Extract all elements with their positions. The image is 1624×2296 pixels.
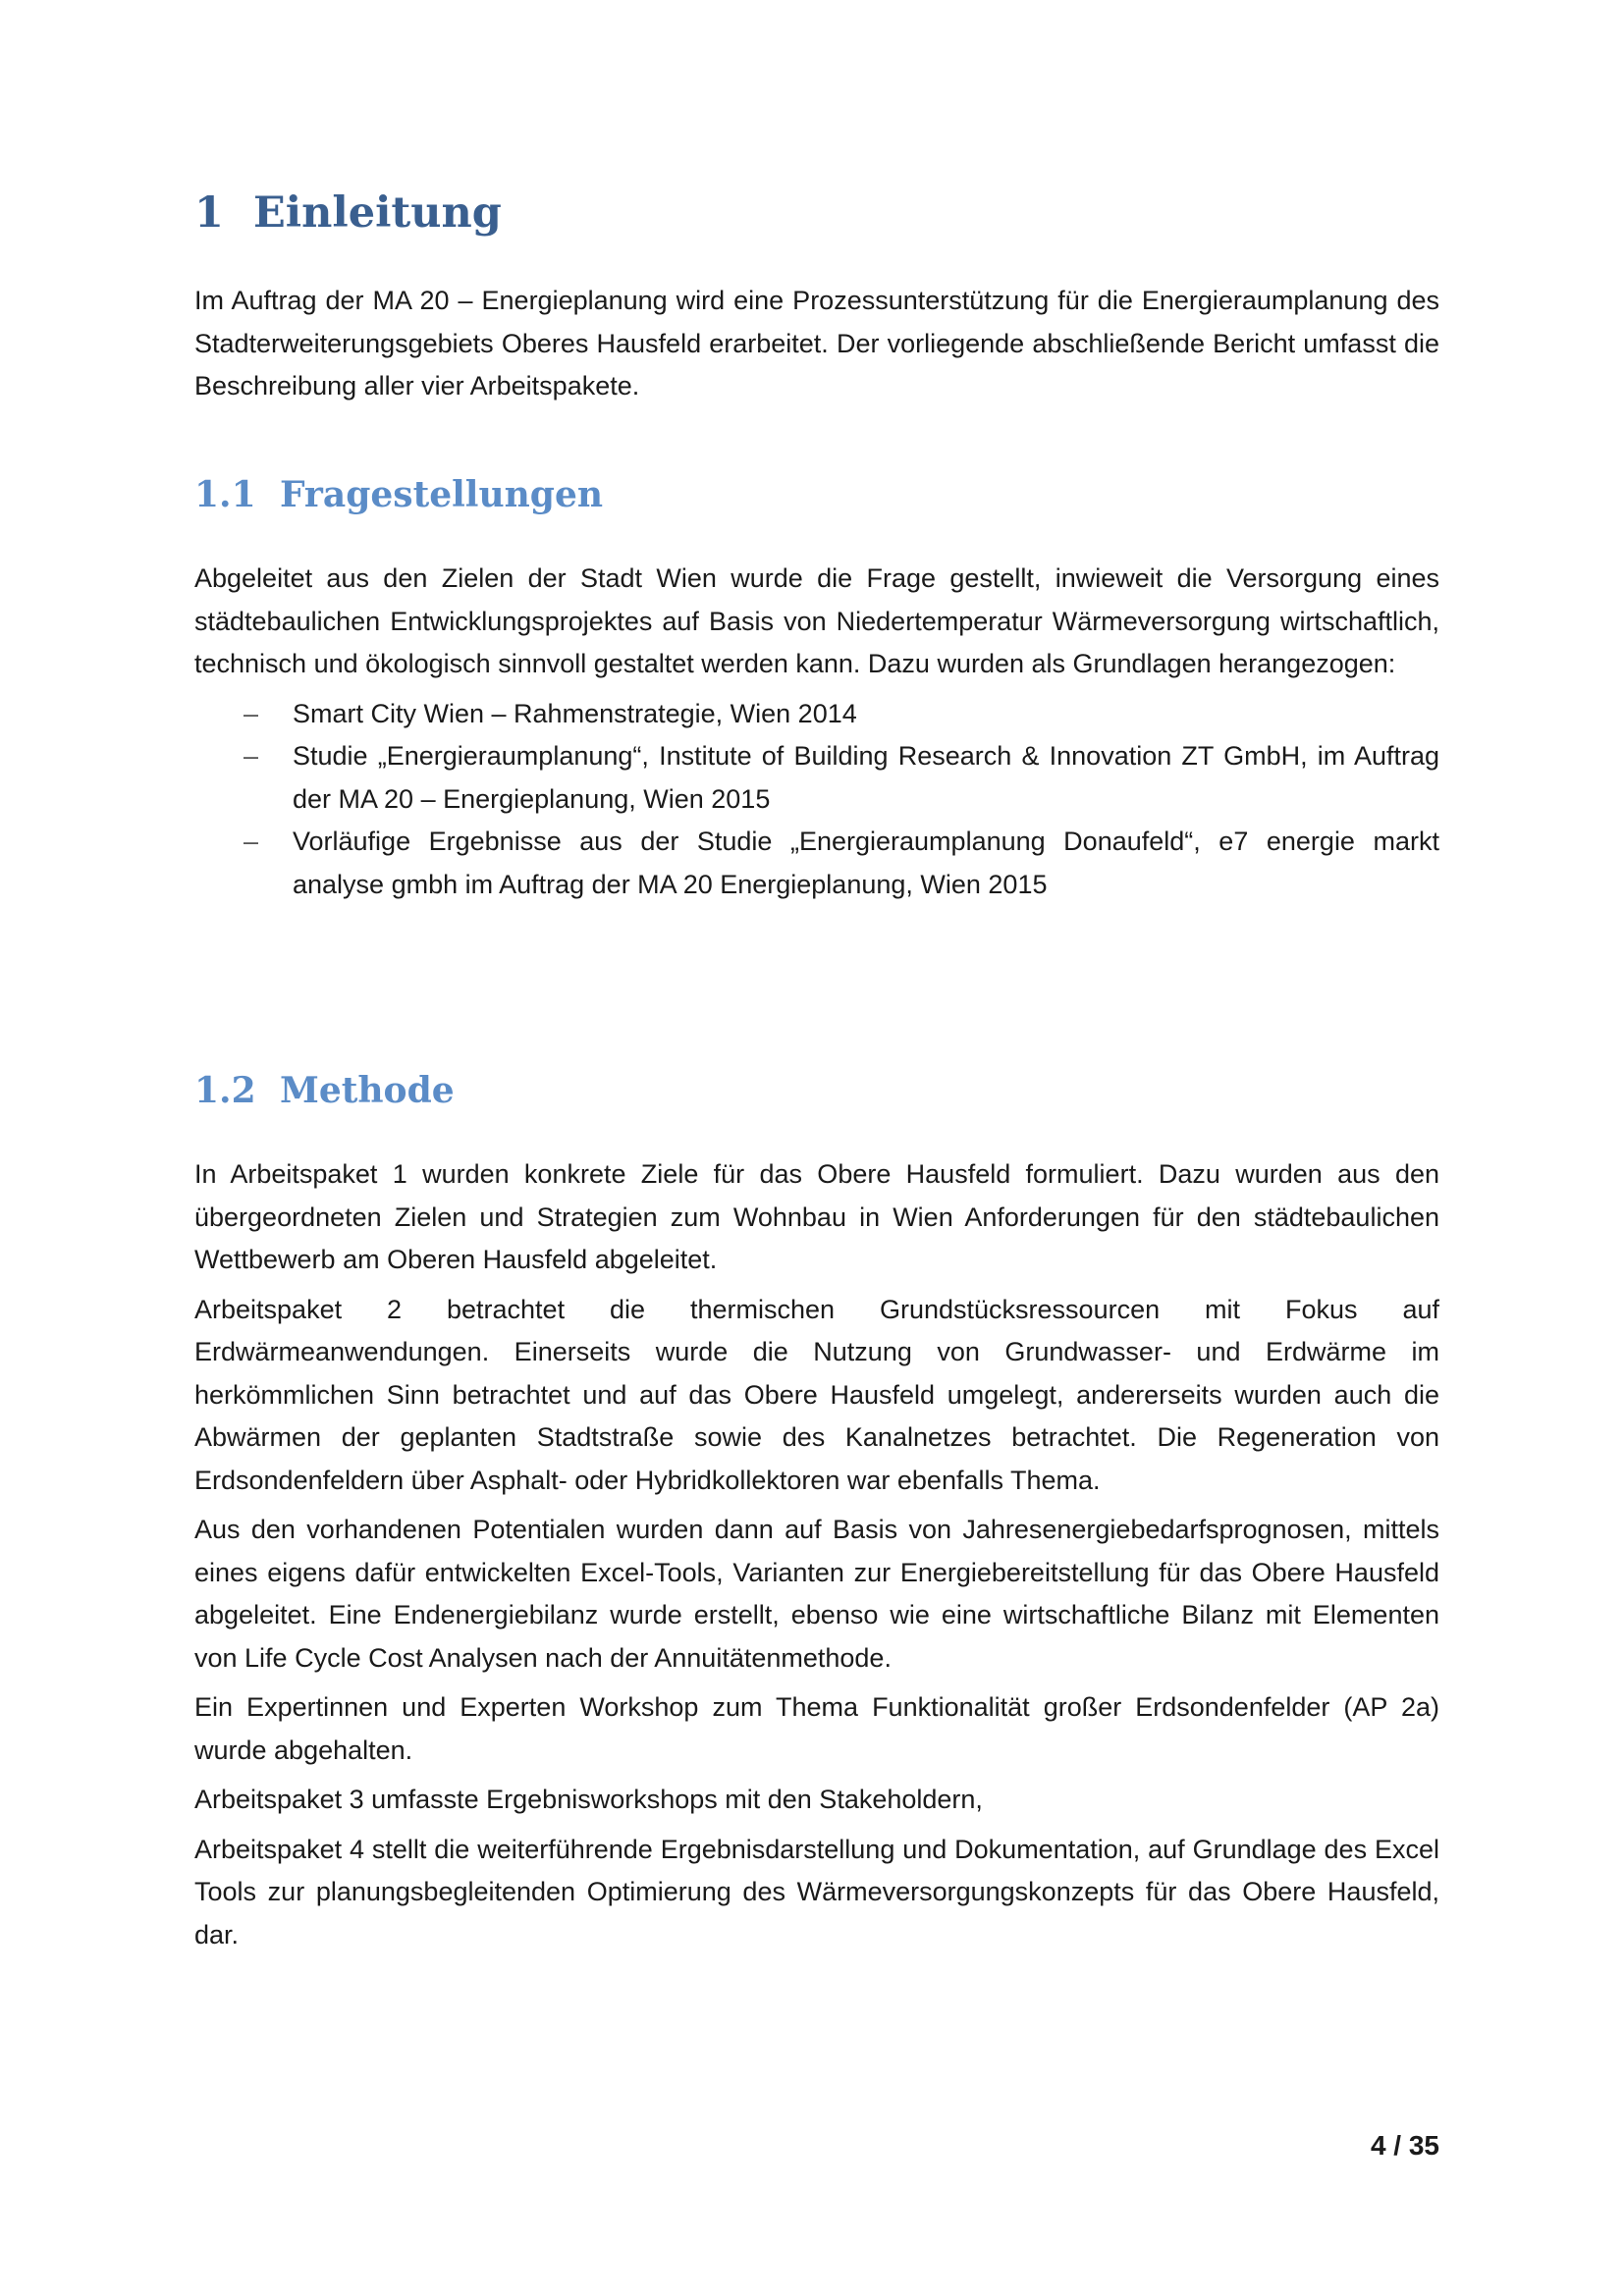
methode-block: [194, 1153, 1439, 1956]
methode-paragraph: Arbeitspaket 3 umfasste Ergebnisworkshops mit den Stakeholdern,: [194, 1785, 983, 1814]
methode-paragraph: Arbeitspaket 2 betrachtet die thermischen Grundstücksressourcen mit Fokus auf Erdwärmeanwendungen. Einerseits wurde die Nutzung von Grundwasser- und Erdwärme im herkömmlichen Sinn betrachtet und auf das Obere Hausfeld umgelegt, andererseits wurden auch die Abwärmen der geplanten Stadtstraße sowie des Kanalnetzes betrachtet. Die Regeneration von Erdsondenfeldern über Asphalt- oder Hybridkollektoren war ebenfalls Thema.: [194, 1294, 1439, 1495]
list-item: – Smart City Wien – Rahmenstrategie, Wien 2014: [194, 693, 1439, 736]
dash-bullet-icon: –: [244, 698, 259, 728]
fragestellungen-block: [194, 558, 1439, 906]
intro-block: [194, 280, 1439, 408]
methode-paragraph: Ein Expertinnen und Experten Workshop zum Thema Funktionalität großer Erdsondenfelder (AP 2a) wurde abgehalten.: [194, 1692, 1439, 1765]
section-heading-methode: [194, 1070, 455, 1111]
list-item: – Vorläufige Ergebnisse aus der Studie „Energieraumplanung Donaufeld“, e7 energie markt analyse gmbh im Auftrag der MA 20 Energieplanung, Wien 2015: [194, 821, 1439, 906]
intro-paragraph: Im Auftrag der MA 20 – Energieplanung wird eine Prozessunterstützung für die Energieraumplanung des Stadterweiterungsgebiets Oberes Hausfeld erarbeitet. Der vorliegende abschließende Bericht umfasst die Beschreibung aller vier Arbeitspakete.: [194, 286, 1439, 400]
section-title: Fragestellungen: [280, 474, 604, 515]
fragestellungen-paragraph: Abgeleitet aus den Zielen der Stadt Wien wurde die Frage gestellt, inwieweit die Versorgung eines städtebaulichen Entwicklungsprojektes auf Basis von Niedertemperatur Wärmeversorgung wirtschaftlich, technisch und ökologisch sinnvoll gestaltet werden kann. Dazu wurden als Grundlagen herangezogen:: [194, 563, 1439, 678]
methode-paragraph: In Arbeitspaket 1 wurden konkrete Ziele für das Obere Hausfeld formuliert. Dazu wurden aus den übergeordneten Zielen und Strategien zum Wohnbau in Wien Anforderungen für den städtebaulichen Wettbewerb am Oberen Hausfeld abgeleitet.: [194, 1159, 1439, 1274]
methode-paragraph: Aus den vorhandenen Potentialen wurden dann auf Basis von Jahresenergiebedarfsprognosen, mittels eines eigens dafür entwickelten Excel-Tools, Varianten zur Energiebereitstellung für das Obere Hausfeld abgeleitet. Eine Endenergiebilanz wurde erstellt, ebenso wie eine wirtschaftliche Bilanz mit Elementen von Life Cycle Cost Analysen nach der Annuitätenmethode.: [194, 1515, 1439, 1673]
dash-bullet-icon: –: [244, 741, 259, 771]
list-item: – Studie „Energieraumplanung“, Institute of Building Research & Innovation ZT GmbH, im Auftrag der MA 20 – Energieplanung, Wien 2015: [194, 735, 1439, 821]
methode-paragraph: Arbeitspaket 4 stellt die weiterführende Ergebnisdarstellung und Dokumentation, auf Grundlage des Excel Tools zur planungsbegleitenden Optimierung des Wärmeversorgungskonzepts für das Obere Hausfeld, dar.: [194, 1834, 1439, 1949]
chapter-title: Einleitung: [253, 188, 502, 238]
section-title: Methode: [280, 1070, 455, 1111]
section-heading-fragestellungen: [194, 474, 603, 515]
section-number: 1.2: [194, 1070, 256, 1111]
section-number: 1.1: [194, 474, 256, 515]
chapter-heading: [194, 188, 502, 238]
dash-bullet-icon: –: [244, 827, 259, 856]
page-number: 4 / 35: [1370, 2130, 1439, 2161]
chapter-number: 1: [194, 188, 224, 238]
grundlagen-list: [194, 693, 1439, 907]
